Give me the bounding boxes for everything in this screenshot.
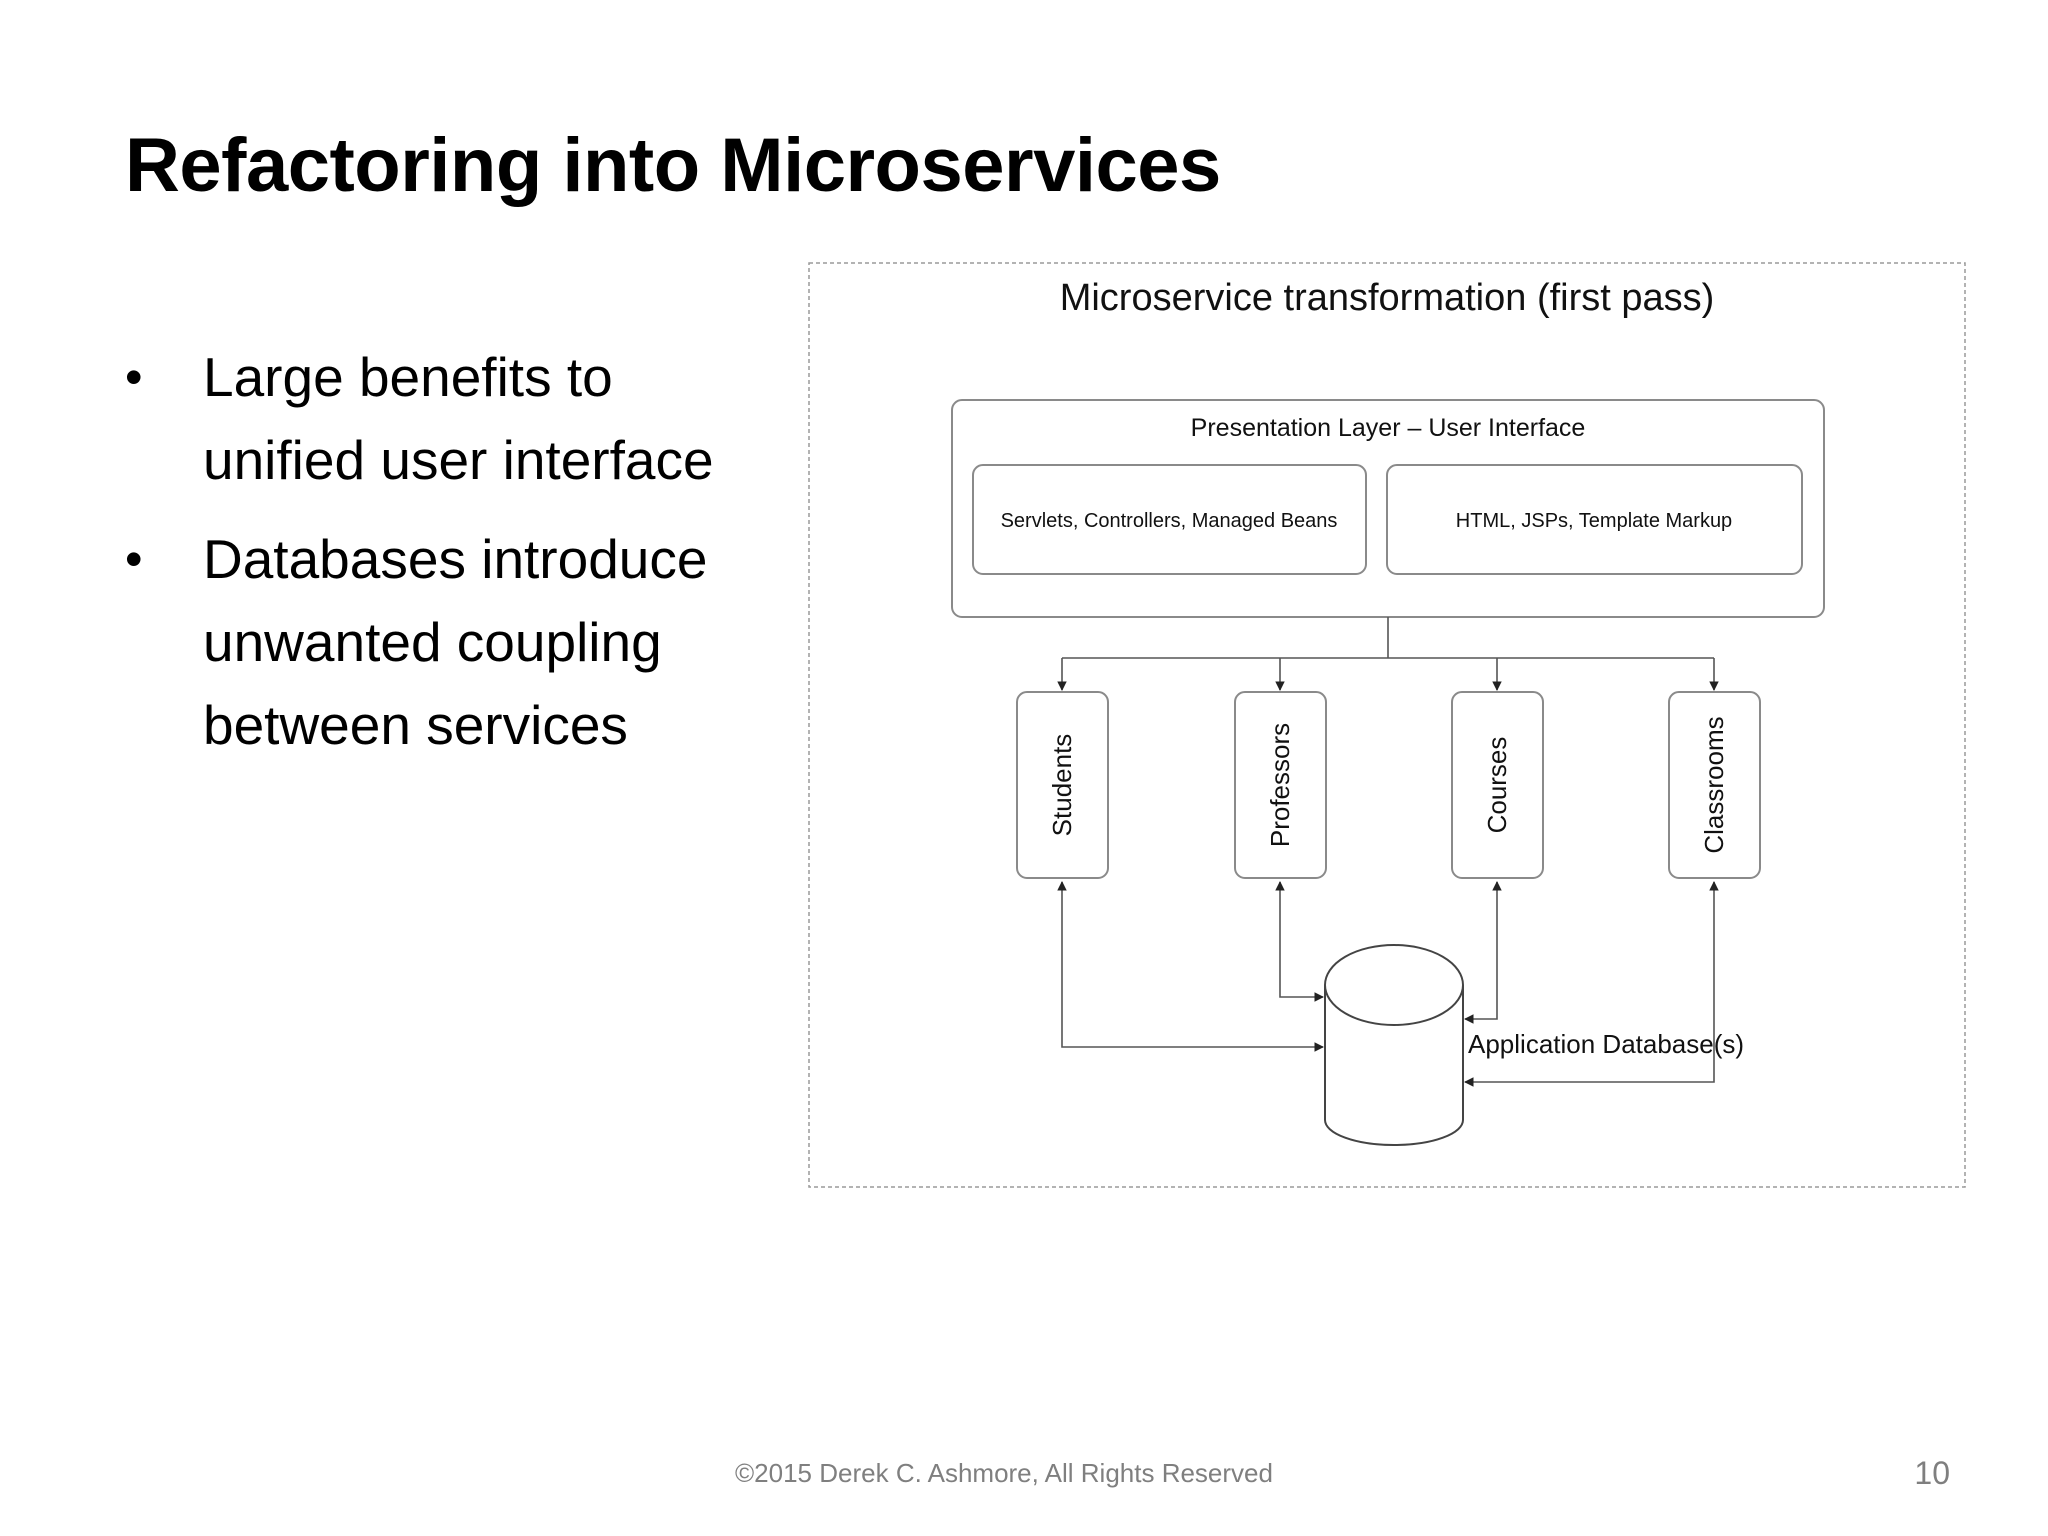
service-label-courses: Courses	[1482, 736, 1512, 834]
bullet-text: Databases introduce unwanted coupling between services	[203, 528, 708, 756]
presentation-component-label: HTML, JSPs, Template Markup	[1455, 510, 1733, 532]
service-label-classrooms: Classrooms	[1699, 716, 1729, 854]
database-label: Application Database(s)	[1468, 1029, 1745, 1059]
presentation-layer-label: Presentation Layer – User Interface	[1190, 414, 1586, 442]
db-connector-professors	[1280, 882, 1323, 997]
slide-title: Refactoring into Microservices	[125, 123, 1221, 208]
service-label-students: Students	[1047, 733, 1077, 837]
page-number: 10	[1914, 1455, 1950, 1491]
bullet-dot-icon: •	[125, 531, 143, 587]
db-connector-courses	[1465, 882, 1497, 1019]
presentation-component-label: Servlets, Controllers, Managed Beans	[1000, 510, 1338, 532]
footer-copyright: ©2015 Derek C. Ashmore, All Rights Reserved	[735, 1458, 1273, 1488]
bullet-dot-icon: •	[125, 349, 143, 405]
diagram-title: Microservice transformation (first pass)	[1059, 277, 1715, 319]
bullet-text: Large benefits to unified user interface	[203, 346, 714, 491]
database-cylinder-icon	[1325, 945, 1463, 1145]
service-label-professors: Professors	[1265, 722, 1295, 848]
db-connector-students	[1062, 882, 1323, 1047]
